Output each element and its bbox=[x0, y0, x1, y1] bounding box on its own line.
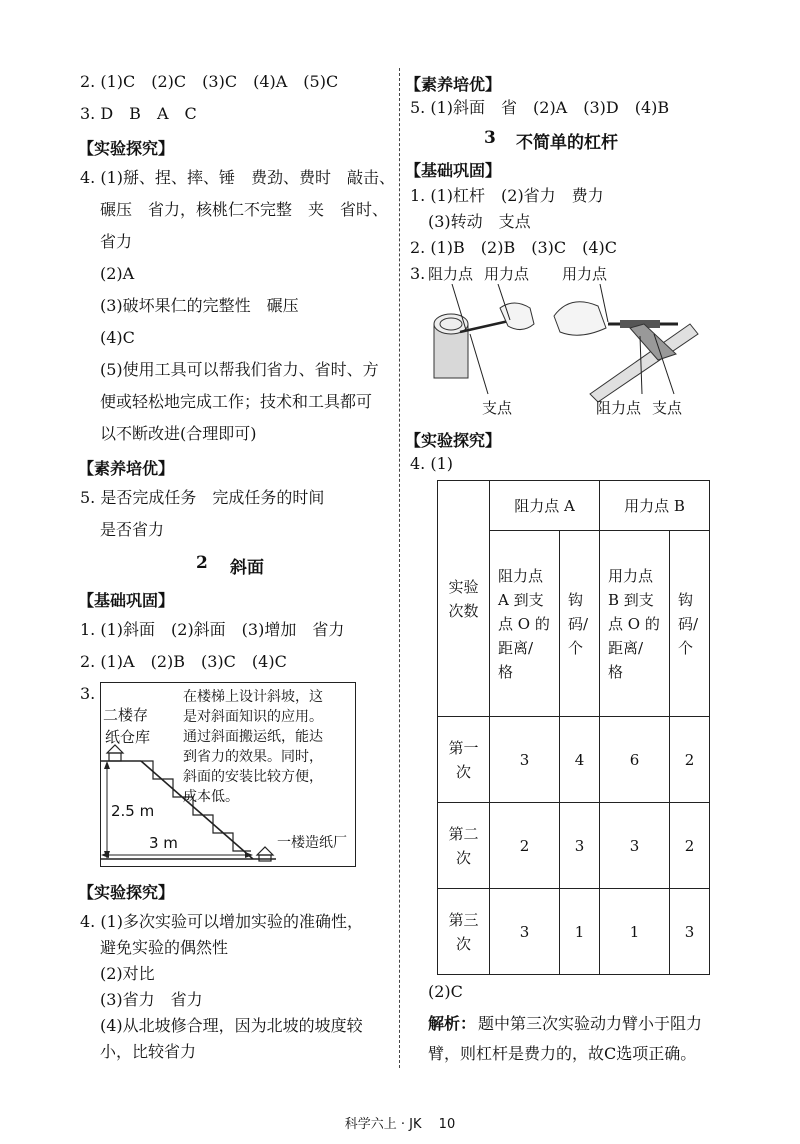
table-cell: 4 bbox=[560, 717, 600, 803]
answer-line: (3)转动 支点 bbox=[428, 212, 531, 231]
page-footer: 科学六上 · JK 10 bbox=[344, 1117, 456, 1132]
analysis-label: 解析： bbox=[428, 1014, 477, 1033]
effort-point-label: 用力点 bbox=[484, 265, 530, 283]
answer-line: (3)破坏果仁的完整性 碾压 bbox=[100, 296, 299, 315]
fulcrum-label: 支点 bbox=[652, 399, 683, 417]
table-cell: 3 bbox=[490, 717, 560, 803]
section-heading: 【基础巩固】 bbox=[78, 591, 175, 610]
can-lid-drawing bbox=[434, 303, 534, 378]
answer-line: 5. 是否完成任务 完成任务的时间 bbox=[80, 488, 325, 507]
table-row: 第三 次 3 1 1 3 bbox=[438, 889, 710, 975]
figure-note: 到省力的效果。同时， bbox=[183, 749, 323, 765]
analysis-text: 臂，则杠杆是费力的，故C选项正确。 bbox=[428, 1044, 697, 1063]
lesson-title: 斜面 bbox=[230, 558, 264, 578]
answer-line: 碾压 省力，核桃仁不完整 夹 省时、 bbox=[100, 200, 389, 219]
column-divider bbox=[399, 68, 400, 1068]
figure-note: 是对斜面知识的应用。 bbox=[183, 709, 323, 725]
answer-line: 是否省力 bbox=[100, 520, 165, 539]
answer-line: 2. (1)C (2)C (3)C (4)A (5)C bbox=[80, 72, 339, 91]
table-cell: 3 bbox=[670, 889, 710, 975]
resistance-point-label: 阻力点 bbox=[596, 399, 642, 417]
answer-line: (3)省力 省力 bbox=[100, 990, 203, 1009]
answer-line: (2)A bbox=[100, 264, 135, 283]
answer-line: 便或轻松地完成工作；技术和工具都可 bbox=[100, 392, 373, 411]
table-cell: 2 bbox=[670, 717, 710, 803]
analysis-text: 题中第三次实验动力臂小于阻力 bbox=[478, 1014, 703, 1033]
section-heading: 【实验探究】 bbox=[78, 139, 175, 158]
answer-line: 2. (1)A (2)B (3)C (4)C bbox=[80, 652, 287, 671]
table-cell: 3 bbox=[490, 889, 560, 975]
answer-line: 3. bbox=[410, 264, 426, 283]
answer-line: 5. (1)斜面 省 (2)A (3)D (4)B bbox=[410, 98, 670, 117]
answer-line: 4. (1)掰、捏、摔、锤 费劲、费时 敲击、 bbox=[80, 168, 396, 187]
height-label: 2.5 m bbox=[111, 802, 155, 820]
answer-line: (4)C bbox=[100, 328, 135, 347]
factory-label: 一楼造纸厂 bbox=[277, 835, 347, 851]
answer-line: 1. (1)斜面 (2)斜面 (3)增加 省力 bbox=[80, 620, 345, 639]
table-row: 第一 次 3 4 6 2 bbox=[438, 717, 710, 803]
group-header-b: 用力点 B bbox=[600, 481, 710, 531]
answer-line: 省力 bbox=[100, 232, 133, 251]
section-heading: 【基础巩固】 bbox=[405, 161, 502, 180]
answer-line: 4. (1) bbox=[410, 454, 454, 473]
sub-header: 阻力点 A 到支 点 O 的 距离/ 格 bbox=[490, 531, 560, 717]
section-heading: 【实验探究】 bbox=[78, 883, 175, 902]
lever-illustration bbox=[430, 284, 700, 414]
lesson-title: 不简单的杠杆 bbox=[516, 133, 618, 153]
table-cell: 6 bbox=[600, 717, 670, 803]
section-heading: 【素养培优】 bbox=[405, 75, 502, 94]
store-label: 纸仓库 bbox=[105, 728, 151, 746]
answer-line: 小，比较省力 bbox=[100, 1042, 197, 1061]
sub-header: 钩 码/ 个 bbox=[670, 531, 710, 717]
fulcrum-label: 支点 bbox=[482, 399, 513, 417]
group-header-a: 阻力点 A bbox=[490, 481, 600, 531]
cutter-drawing bbox=[554, 302, 698, 402]
answer-line: (2)C bbox=[428, 982, 463, 1001]
answer-line: (2)对比 bbox=[100, 964, 155, 983]
section-heading: 【素养培优】 bbox=[78, 459, 175, 478]
figure-note: 斜面的安装比较方便， bbox=[183, 769, 323, 785]
answer-line: (5)使用工具可以帮我们省力、省时、方 bbox=[100, 360, 379, 379]
table-corner: 实验 次数 bbox=[438, 481, 490, 717]
table-cell: 3 bbox=[600, 803, 670, 889]
answer-line: 以不断改进(合理即可) bbox=[100, 424, 257, 443]
table-cell: 2 bbox=[670, 803, 710, 889]
answer-line: 3. D B A C bbox=[80, 104, 197, 123]
house-icon bbox=[107, 745, 123, 761]
answer-line: 避免实验的偶然性 bbox=[100, 938, 229, 957]
experiment-table bbox=[437, 480, 710, 975]
table-cell: 3 bbox=[560, 803, 600, 889]
answer-line: 3. bbox=[80, 684, 96, 703]
sub-header: 用力点 B 到支 点 O 的 距离/ 格 bbox=[600, 531, 670, 717]
lesson-number: 3 bbox=[484, 128, 496, 148]
answer-line: (4)从北坡修合理，因为北坡的坡度较 bbox=[100, 1016, 363, 1035]
table-cell: 1 bbox=[600, 889, 670, 975]
table-cell: 1 bbox=[560, 889, 600, 975]
answer-line: 1. (1)杠杆 (2)省力 费力 bbox=[410, 186, 604, 205]
answer-line: 4. (1)多次实验可以增加实验的准确性， bbox=[80, 912, 364, 931]
answer-line: 2. (1)B (2)B (3)C (4)C bbox=[410, 238, 618, 257]
figure-note: 成本低。 bbox=[183, 789, 239, 805]
resistance-point-label: 阻力点 bbox=[428, 265, 474, 283]
sub-header: 钩 码/ 个 bbox=[560, 531, 600, 717]
table-row: 第二 次 2 3 3 2 bbox=[438, 803, 710, 889]
section-heading: 【实验探究】 bbox=[405, 431, 502, 450]
slope-figure bbox=[100, 682, 356, 867]
width-label: 3 m bbox=[149, 834, 178, 852]
lesson-number: 2 bbox=[196, 553, 208, 573]
figure-note: 通过斜面搬运纸，能达 bbox=[183, 729, 323, 745]
effort-point-label: 用力点 bbox=[562, 265, 608, 283]
store-label: 二楼存 bbox=[103, 706, 149, 724]
figure-note: 在楼梯上设计斜坡，这 bbox=[183, 689, 323, 705]
table-cell: 2 bbox=[490, 803, 560, 889]
